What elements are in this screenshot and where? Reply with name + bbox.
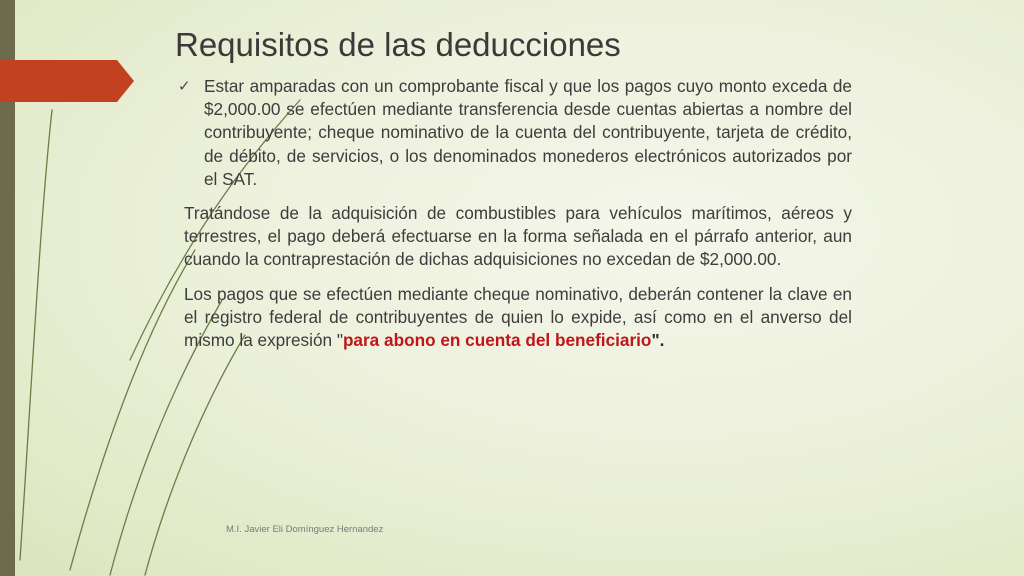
paragraph-combustibles: Tratándose de la adquisición de combustibles para vehículos marítimos, aéreos y terrestres, el pago deberá efectuarse en la forma señalada en el párrafo anterior, aun cuando la contraprestación de dichas adquisiciones no excedan de $2,000.00. [184,203,852,270]
decorative-line [145,335,245,575]
checkmark-icon: ✓ [178,78,191,95]
footer-author: M.I. Javier Eli Domínguez Hernandez [226,524,384,535]
paragraph-cheque-nominativo [178,283,852,353]
slide-body [178,75,852,352]
bullet-text: Estar amparadas con un comprobante fiscal y que los pagos cuyo monto exceda de $2,000.00 se efectúen mediante transferencia desde cuentas abiertas a nombre del contribuyente; cheque nominativo de la cuenta del contribuyente, tarjeta de crédito, de débito, de servicios, o los denominados monederos electrónicos autorizados por el SAT. [204,76,852,189]
decorative-line [70,250,195,570]
highlight-expression: para abono en cuenta del beneficiario [342,330,652,351]
slide-title: Requisitos de las deducciones [175,26,621,63]
title-accent-tab [0,60,134,102]
paragraph-closing-quote: ". [651,330,665,351]
bullet-item [178,75,852,191]
paragraph-lead-text: Los pagos que se efectúen mediante cheque nominativo, deberán contener la clave en el registro federal de contribuyentes de quien lo expide, así como en el anverso del mismo la expresión " [184,283,852,351]
decorative-line [20,110,52,560]
